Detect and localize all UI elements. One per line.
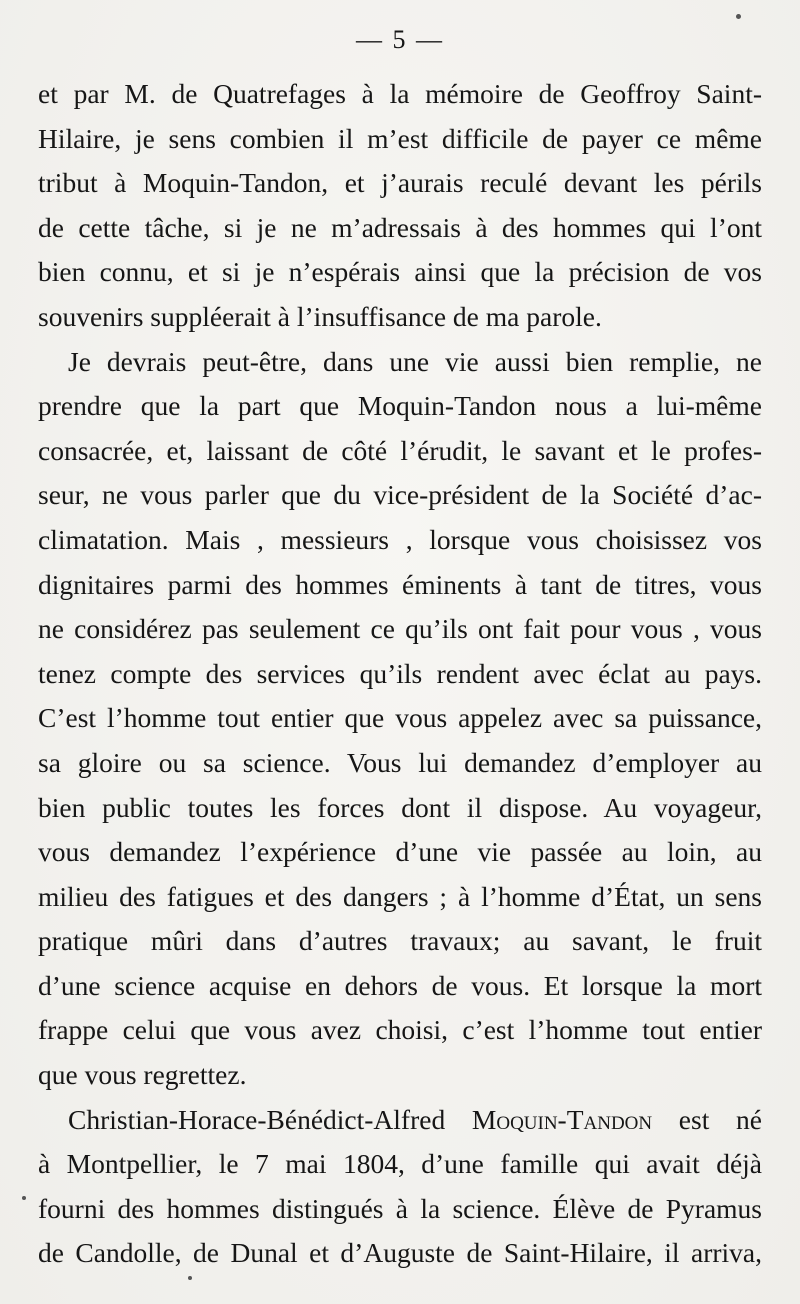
text-line: climatation. Mais , messieurs , lorsque vous choisissez vos bbox=[38, 523, 762, 555]
text-line: et par M. de Quatrefages à la mémoire de Geoffroy Saint- bbox=[38, 78, 762, 109]
text-line: vous demandez l’expérience d’une vie passée au loin, au bbox=[38, 836, 762, 868]
text-line: Je devrais peut-être, dans une vie aussi bien remplie, ne bbox=[68, 345, 762, 377]
text-line: pratique mûri dans d’autres travaux; au savant, le fruit bbox=[38, 925, 762, 957]
ink-speck bbox=[22, 1196, 26, 1200]
text-line bbox=[38, 1098, 762, 1143]
text-line: prendre que la part que Moquin-Tandon nous a lui-même bbox=[38, 390, 762, 422]
text-line: ne considérez pas seulement ce qu’ils ont fait pour vous , vous bbox=[38, 613, 762, 645]
text-line: souvenirs suppléerait à l’insuffisance de ma parole. bbox=[38, 300, 602, 332]
text-line: C’est l’homme tout entier que vous appelez avec sa puissance, bbox=[38, 702, 762, 734]
text-line: dignitaires parmi des hommes éminents à tant de titres, vous bbox=[38, 568, 762, 600]
paragraph-3 bbox=[38, 1098, 762, 1276]
text-line: sa gloire ou sa science. Vous lui demandez d’employer au bbox=[38, 746, 762, 778]
text-line: tenez compte des services qu’ils rendent avec éclat au pays. bbox=[38, 657, 762, 689]
text-line: de Candolle, de Dunal et d’Auguste de Saint-Hilaire, il arriva, bbox=[38, 1237, 762, 1269]
ink-speck bbox=[188, 1276, 192, 1280]
text-line: fourni des hommes distingués à la science. Élève de Pyramus bbox=[38, 1192, 762, 1224]
page-number: — 5 — bbox=[356, 25, 444, 54]
text-line: Hilaire, je sens combien il m’est difficile de payer ce même bbox=[38, 122, 762, 154]
line-suffix: est né bbox=[652, 1103, 762, 1135]
text-line: à Montpellier, le 7 mai 1804, d’une famille qui avait déjà bbox=[38, 1148, 762, 1180]
text-line: frappe celui que vous avez choisi, c’est l’homme tout entier bbox=[38, 1014, 762, 1046]
line-prefix: Christian-Horace-Bénédict-Alfred bbox=[68, 1103, 472, 1135]
text-line: d’une science acquise en dehors de vous. Et lorsque la mort bbox=[38, 969, 762, 1001]
body-text bbox=[38, 72, 762, 1276]
author-name: Moquin-Tandon bbox=[471, 1103, 653, 1135]
text-line: bien connu, et si je n’espérais ainsi que la précision de vos bbox=[38, 256, 762, 288]
text-line: de cette tâche, si je ne m’adressais à des hommes qui l’ont bbox=[38, 211, 762, 243]
paragraph-1 bbox=[38, 72, 762, 340]
text-line: milieu des fatigues et des dangers ; à l’homme d’État, un sens bbox=[38, 880, 762, 912]
text-line: tribut à Moquin-Tandon, et j’aurais reculé devant les périls bbox=[38, 167, 762, 199]
paragraph-2 bbox=[38, 340, 762, 1098]
text-line: consacrée, et, laissant de côté l’érudit, le savant et le profes- bbox=[38, 434, 762, 466]
text-line: seur, ne vous parler que du vice-président de la Société d’ac- bbox=[38, 479, 762, 511]
text-line: que vous regrettez. bbox=[38, 1059, 247, 1091]
text-line: bien public toutes les forces dont il dispose. Au voyageur, bbox=[38, 791, 762, 823]
ink-speck bbox=[736, 14, 741, 19]
